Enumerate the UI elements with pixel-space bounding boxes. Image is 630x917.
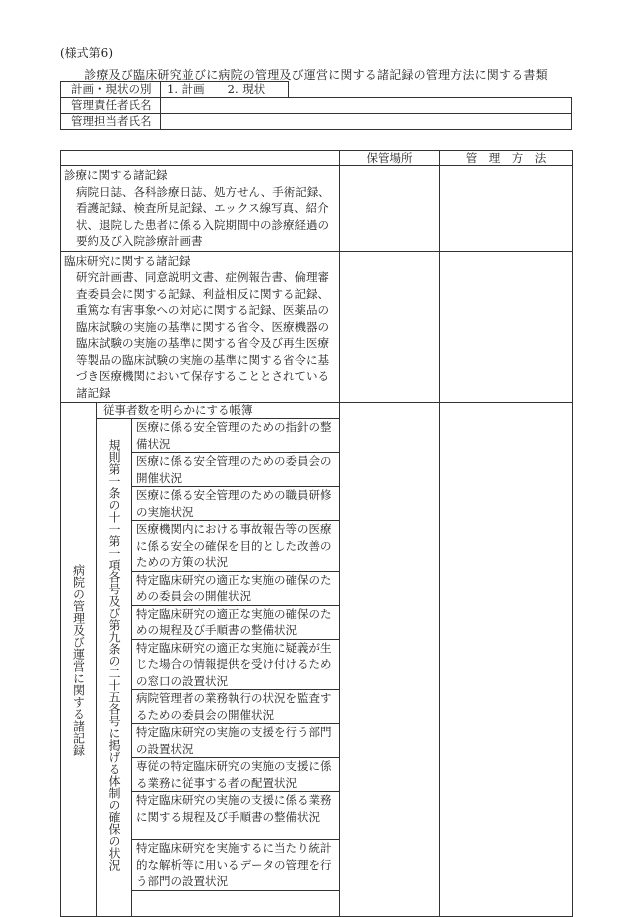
hospital-records-label: 病院の管理及び運営に関する諸記録 xyxy=(71,564,86,757)
hospital-records-label-cell xyxy=(61,403,97,917)
medical-records-body: 病院日誌、各科診療日誌、処方せん、手術記録、看護記録、検査所見記録、エックス線写真、紹介状、退院した患者に係る入院期間中の診療経過の要約及び入院診療計画書 xyxy=(76,184,330,248)
form-number: (様式第6) xyxy=(60,46,113,60)
staff-row xyxy=(61,114,572,130)
research-records-row xyxy=(61,251,573,403)
item-cell: 病院管理者の業務執行の状況を監査するための委員会の開催状況 xyxy=(132,690,340,724)
medical-records-cell xyxy=(61,166,340,252)
staff-name-field[interactable] xyxy=(161,114,572,130)
plan-label: 計画・現状の別 xyxy=(61,82,161,98)
item-cell: 特定臨床研究を実施するに当たり統計的な解析等に用いるデータの管理を行う部門の設置状況 xyxy=(132,840,340,891)
plan-row xyxy=(61,82,572,98)
research-records-body: 研究計画書、同意説明文書、症例報告書、倫理審査委員会に関する記録、利益相反に関する記録、重篤な有害事象への対応に関する記録、医薬品の臨床試験の実施の基準に関する省令、医療機器の臨床試験の実施の基準に関する省令及び再生医療等製品の臨床試験の実施の基準に関する省令に基づき医療機関において保存することとされている諸記録 xyxy=(76,270,329,400)
manager-label: 管理責任者氏名 xyxy=(61,98,161,114)
manager-name-field[interactable] xyxy=(161,98,572,114)
item-cell: 特定臨床研究の実施の支援を行う部門の設置状況 xyxy=(132,724,340,758)
staff-label: 管理担当者氏名 xyxy=(61,114,161,130)
hospital-storage-field[interactable] xyxy=(340,403,440,917)
column-header-row xyxy=(61,151,573,166)
medical-records-title: 診療に関する諸記録 xyxy=(64,168,168,182)
method-header: 管 理 方 法 xyxy=(440,151,573,166)
blank-header xyxy=(61,151,340,166)
item-cell: 医療機関内における事故報告等の医療に係る安全の確保を目的とした改善のための方策の状況 xyxy=(132,521,340,572)
research-storage-field[interactable] xyxy=(340,251,440,403)
blank-cell xyxy=(132,890,340,916)
item-cell: 専従の特定臨床研究の実施の支援に係る業務に従事する者の配置状況 xyxy=(132,758,340,792)
hospital-method-field[interactable] xyxy=(440,403,573,917)
staff-ledger-row xyxy=(61,403,573,419)
item-cell: 医療に係る安全管理のための指針の整備状況 xyxy=(132,419,340,453)
medical-method-field[interactable] xyxy=(440,166,573,252)
rule-label: 規則第一条の十一第一項各号及び第九条の二十五各号に掲げる体制の確保の状況 xyxy=(107,439,121,871)
medical-storage-field[interactable] xyxy=(340,166,440,252)
rule-label-cell xyxy=(97,419,132,917)
research-records-cell xyxy=(61,251,340,403)
manager-row xyxy=(61,98,572,114)
item-cell: 特定臨床研究の適正な実施の確保のための規程及び手順書の整備状況 xyxy=(132,605,340,639)
document-title: 診療及び臨床研究並びに病院の管理及び運営に関する諸記録の管理方法に関する書類 xyxy=(84,68,548,82)
research-method-field[interactable] xyxy=(440,251,573,403)
staff-ledger-label: 従事者数を明らかにする帳簿 xyxy=(97,403,340,419)
records-table xyxy=(60,150,573,917)
item-cell: 特定臨床研究の適正な実施の確保のための委員会の開催状況 xyxy=(132,571,340,605)
item-cell: 医療に係る安全管理のための委員会の開催状況 xyxy=(132,453,340,487)
plan-value[interactable]: 1. 計画 2. 現状 xyxy=(161,82,289,98)
item-cell: 医療に係る安全管理のための職員研修の実施状況 xyxy=(132,487,340,521)
medical-records-row xyxy=(61,166,573,252)
item-cell: 特定臨床研究の実施の支援に係る業務に関する規程及び手順書の整備状況 xyxy=(132,792,340,840)
research-records-title: 臨床研究に関する諸記録 xyxy=(64,253,191,268)
item-cell: 特定臨床研究の適正な実施に疑義が生じた場合の情報提供を受け付けるための窓口の設置状況 xyxy=(132,639,340,690)
plan-spacer xyxy=(289,82,572,98)
storage-header: 保管場所 xyxy=(340,151,440,166)
header-table xyxy=(60,81,572,130)
